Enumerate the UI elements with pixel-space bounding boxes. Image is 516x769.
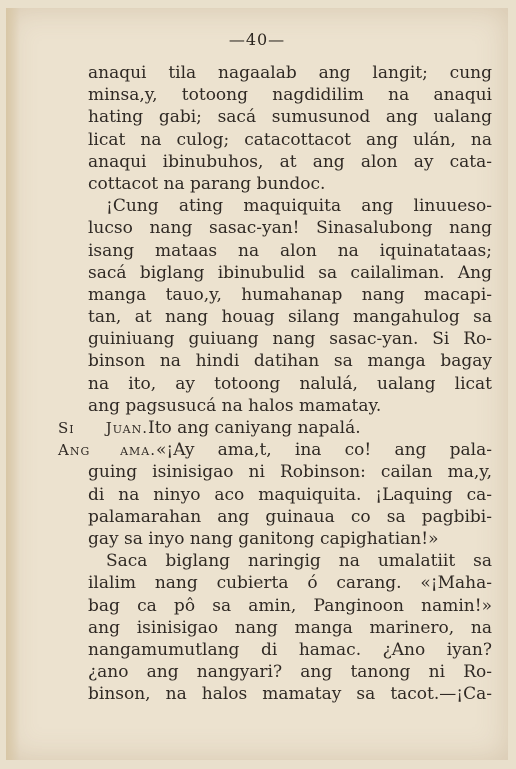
text-line: minsa,y, totoong nagdidilim na anaqui [88, 85, 492, 106]
text-line: na ito, ay totoong nalulá, ualang licat [88, 373, 492, 394]
text-line: anaqui ibinubuhos, at ang alon ay cata- [88, 151, 492, 172]
text-line: nangamumutlang di hamac. ¿Ano iyan? [88, 639, 492, 660]
text-line: tan, at nang houag silang mangahulog sa [88, 307, 492, 328]
text-line: guing isinisigao ni Robinson: cailan ma,y, [88, 462, 492, 483]
text-line: lucso nang sasac-yan! Sinasalubong nang [88, 218, 492, 239]
dialogue-line [58, 439, 492, 461]
page-binding-edge [6, 8, 20, 760]
text-line: guiniuang guiuang nang sasac-yan. Si Ro- [88, 329, 492, 350]
text-line: ¡Cung ating maquiquita ang linuueso- [106, 196, 492, 217]
text-line: cottacot na parang bundoc. [88, 173, 326, 194]
text-line: sacá biglang ibinubulid sa cailaliman. Ang [88, 262, 492, 283]
text-line: licat na culog; catacottacot ang ulán, na [88, 129, 492, 150]
text-line: isang mataas na alon na iquinatataas; [88, 240, 492, 261]
page-body [58, 62, 492, 705]
text-line: Saca biglang naringig na umalatiit sa [106, 551, 492, 572]
text-line: binson, na halos mamatay sa tacot.—¡Ca- [88, 684, 492, 705]
page-number: —40— [228, 30, 286, 49]
text-line: binson na hindi datihan sa manga bagay [88, 351, 492, 372]
text-line: hating gabi; sacá sumusunod ang ualang [88, 107, 492, 128]
speech-text: Ito ang caniyang napalá. [148, 418, 361, 438]
dialogue-block [58, 439, 492, 550]
dialogue-line [58, 417, 492, 439]
text-line: ilalim nang cubierta ó carang. «¡Maha- [88, 573, 492, 594]
speech-text: «¡Ay ama,t, ina co! ang pala- [156, 440, 492, 461]
text-line: di na ninyo aco maquiquita. ¡Laquing ca- [88, 484, 492, 505]
text-line: anaqui tila nagaalab ang langit; cung [88, 63, 492, 83]
speaker-name: Ang ama. [58, 441, 156, 460]
text-line: bag ca pô sa amin, Panginoon namin!» [88, 595, 492, 616]
paragraph [88, 195, 492, 417]
text-line: manga tauo,y, humahanap nang macapi- [88, 284, 492, 305]
text-line: ang isinisigao nang manga marinero, na [88, 617, 492, 638]
book-page [6, 8, 508, 760]
text-line: palamarahan ang guinaua co sa pagbibi- [88, 506, 492, 527]
paragraph [88, 62, 492, 195]
text-line: ¿ano ang nangyari? ang tanong ni Ro- [88, 662, 492, 683]
text-line: gay sa inyo nang ganitong capighatian!» [88, 528, 439, 549]
text-line: ang pagsusucá na halos mamatay. [88, 395, 382, 416]
paragraph [88, 550, 492, 705]
speaker-name: Si Juan. [58, 419, 148, 437]
